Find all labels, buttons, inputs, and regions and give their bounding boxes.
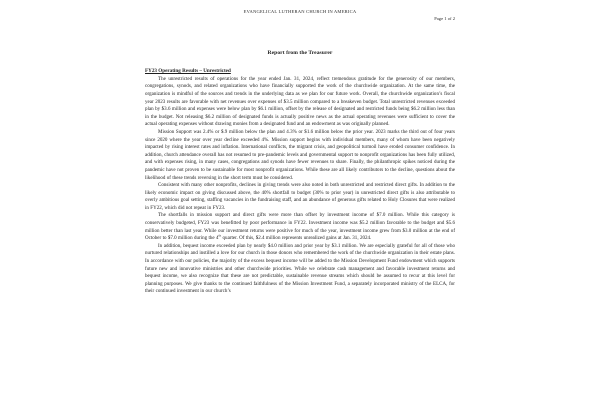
paragraph-mission-support: Mission Support was 2.4% or $.9 million below the plan and 4.3% or $1.6 million below the prior year. 2023 marks the third out of four years since 2020 where the year over year decline exceeded 4%. Mission support begins with individual members, many of whom have been negatively impacted by rising interest rates and inflation. International conflicts, the migrant crisis, and geopolitical turmoil have eroded consumer confidence. In addition, church attendance overall has not resumed to pre-pandemic levels and governmental support to nonprofit organizations has been fully utilized, and with expenses rising, in many cases, congregations and synods have fewer revenues to share. Finally, the philanthropic spikes noticed during the pandemic have not proven to be sustainable for most nonprofit organizations. While these are all likely contributors to the decline, questions about the likelihood of these trends reversing in the short term must be considered.	[145, 129, 455, 181]
paragraph-direct-gifts: Consistent with many other nonprofits, declines in giving trends were also noted in both unrestricted and restricted direct gifts. In addition to the likely economic impact on giving discussed above, the 40% shortfall to budget (30% to prior year) in unrestricted direct gifts is also attributable to overly ambitious goal setting, staffing vacancies in the fundraising staff, and an abundance of generous gifts related to Holy Closures that were realized in FY22, which did not repeat in FY23.	[145, 183, 455, 211]
page-number: Page 1 of 2	[434, 16, 455, 22]
organization-name: EVANGELICAL LUTHERAN CHURCH IN AMERICA	[243, 9, 357, 14]
body-copy	[145, 76, 455, 296]
paragraph-investment-income-text-before: The shortfalls in mission support and direct gifts were more than offset by investment income of $7.0 million. While this category is conservatively budgeted, FY23 was benefitted by poor performance in FY22. Investment income was $5.2 million favorable to the budget and $5.6 million better than last year. While our investment returns were positive for much of the year, investment income grew from $3.0 million at the end of October to $7.0 million during the 4	[145, 213, 455, 242]
paragraph-investment-income	[145, 212, 455, 242]
paragraph-bequest-income: In addition, bequest income exceeded plan by nearly $4.0 million and prior year by $3.1 million. We are especially grateful for all of those who nurtured relationships and instilled a love for our church in those donors who remembered the work of the churchwide organization in their estate plans. In accordance with our policies, the majority of the excess bequest income will be added to the Mission Development Fund endowment which supports future new and innovative ministries and other churchwide priorities. While we celebrate cash management and favorable investment returns and bequest income, we also recognize that these are not predictable, sustainable revenue streams which should be assumed to recur at this level for planning purposes. We give thanks to the continued faithfulness of the Mission Investment Fund, a separately incorporated ministry of the ELCA, for their continued investment in our church’s	[145, 243, 455, 295]
section-heading-fy23-operating-results: FY23 Operating Results – Unrestricted	[145, 68, 231, 75]
paragraph-unrestricted-results: The unrestricted results of operations for the year ended Jan. 31, 2024, reflect tremendous gratitude for the generosity of our members, congregations, synods, and related organizations who have financially supported the work of the churchwide organization. At the same time, the organization is mindful of the sources and trends in the underlying data as we plan for our future work. Overall, the churchwide organization’s fiscal year 2023 results are favorable with net revenues over expenses of $3.5 million compared to a breakeven budget. Total unrestricted revenues exceeded plan by $3.6 million and expenses were below plan by $6.1 million, offset by the release of designated and restricted funds being $6.2 million less than in the budget. Not releasing $6.2 million of designated funds is actually positive news as the actual operating revenues were sufficient to cover the actual operating expenses without drawing monies from a designated fund and an endowment as was originally planned.	[145, 76, 455, 128]
paragraph-investment-income-text-after: quarter. Of this, $2.4 million represents unrealized gains at Jan. 31, 2024.	[221, 236, 372, 242]
page-title: Report from the Treasurer	[267, 50, 333, 57]
ordinal-suffix: th	[218, 233, 222, 238]
running-header	[145, 9, 455, 23]
